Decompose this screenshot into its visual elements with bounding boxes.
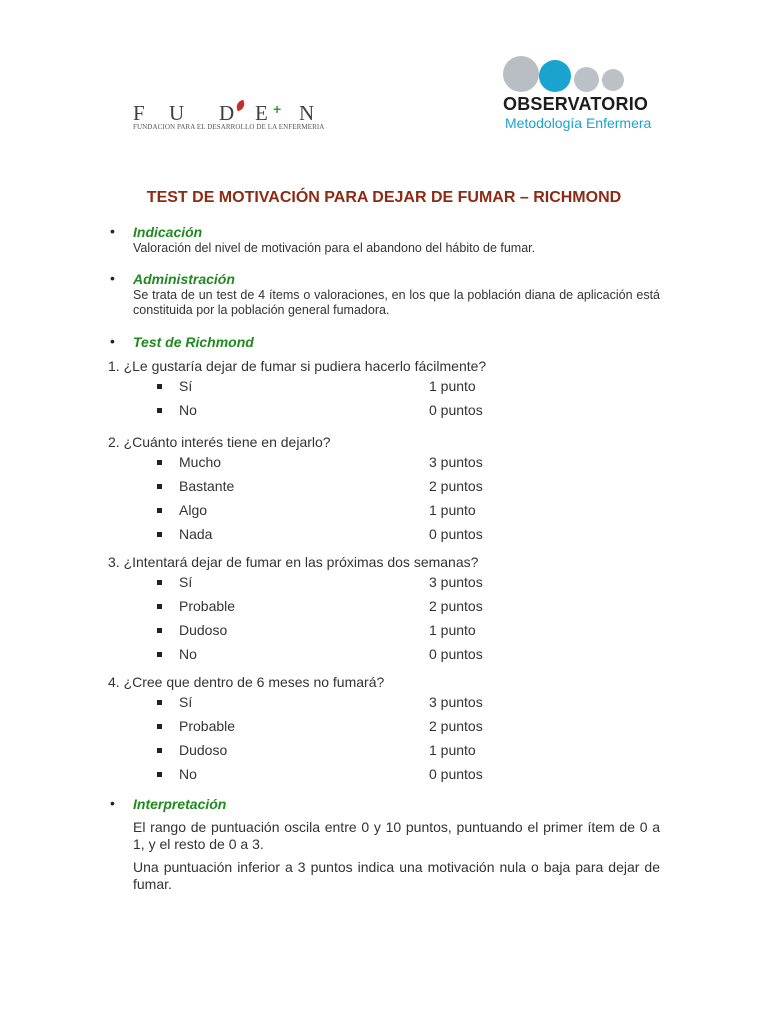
square-bullet-icon <box>157 408 162 413</box>
option-points: 3 puntos <box>429 574 483 590</box>
square-bullet-icon <box>157 724 162 729</box>
answer-option <box>108 619 660 643</box>
bullet-icon: • <box>110 795 115 811</box>
option-points: 3 puntos <box>429 454 483 470</box>
fuden-logo-letters <box>133 101 333 123</box>
option-points: 0 puntos <box>429 402 483 418</box>
circle-icon <box>602 69 624 91</box>
option-label: Algo <box>179 502 208 518</box>
square-bullet-icon <box>157 652 162 657</box>
fuden-letter: U <box>169 101 185 125</box>
circle-icon <box>574 67 599 92</box>
option-label: No <box>179 402 197 418</box>
option-label: Sí <box>179 378 193 394</box>
option-label: Sí <box>179 574 193 590</box>
option-points: 1 punto <box>429 742 476 758</box>
option-points: 0 puntos <box>429 646 483 662</box>
option-label: Bastante <box>179 478 235 494</box>
square-bullet-icon <box>157 484 162 489</box>
option-points: 1 punto <box>429 378 476 394</box>
option-label: Dudoso <box>179 742 228 758</box>
option-label: Probable <box>179 598 236 614</box>
answer-option <box>108 763 660 787</box>
answer-option <box>108 499 660 523</box>
fuden-letter: E <box>255 101 268 125</box>
fuden-logo <box>133 101 333 131</box>
circle-icon <box>503 56 539 92</box>
option-label: No <box>179 646 197 662</box>
section-test-richmond <box>108 333 660 351</box>
square-bullet-icon <box>157 532 162 537</box>
observatorio-logo-title: OBSERVATORIO <box>503 94 649 114</box>
section-administracion <box>108 270 660 318</box>
section-heading: Test de Richmond <box>133 334 254 350</box>
square-bullet-icon <box>157 628 162 633</box>
answer-option <box>108 399 660 423</box>
option-points: 1 punto <box>429 502 476 518</box>
observatorio-logo <box>503 56 683 131</box>
option-points: 3 puntos <box>429 694 483 710</box>
fuden-letter: F <box>133 101 145 125</box>
answer-option <box>108 451 660 475</box>
option-label: Probable <box>179 718 236 734</box>
option-label: Dudoso <box>179 622 228 638</box>
document-body <box>108 223 660 893</box>
flame-icon <box>235 100 247 112</box>
option-label: Sí <box>179 694 193 710</box>
answer-option <box>108 739 660 763</box>
answer-option <box>108 643 660 667</box>
question-2 <box>108 433 660 547</box>
section-indicacion <box>108 223 660 256</box>
option-points: 2 puntos <box>429 478 483 494</box>
fuden-letter: N <box>299 101 315 125</box>
question-text: 2. ¿Cuánto interés tiene en dejarlo? <box>108 434 331 450</box>
bullet-icon: • <box>110 270 115 286</box>
option-points: 1 punto <box>429 622 476 638</box>
observatorio-logo-subtitle: Metodología Enfermera <box>505 115 652 131</box>
document-title: TEST DE MOTIVACIÓN PARA DEJAR DE FUMAR – RICHMOND <box>146 189 622 206</box>
section-interpretacion <box>108 795 660 893</box>
square-bullet-icon <box>157 384 162 389</box>
question-4 <box>108 673 660 787</box>
square-bullet-icon <box>157 748 162 753</box>
square-bullet-icon <box>157 460 162 465</box>
option-points: 2 puntos <box>429 598 483 614</box>
circle-icon <box>539 60 571 92</box>
answer-option <box>108 715 660 739</box>
option-points: 0 puntos <box>429 766 483 782</box>
square-bullet-icon <box>157 580 162 585</box>
square-bullet-icon <box>157 772 162 777</box>
section-heading: Interpretación <box>133 796 227 812</box>
answer-option <box>108 375 660 399</box>
fuden-logo-subtitle: FUNDACION PARA EL DESARROLLO DE LA ENFERMERIA <box>133 123 325 131</box>
bullet-icon: • <box>110 333 115 349</box>
circles-icon <box>503 56 683 92</box>
answer-option <box>108 691 660 715</box>
question-text: 3. ¿Intentará dejar de fumar en las próximas dos semanas? <box>108 554 479 570</box>
fuden-letter: D <box>219 101 235 125</box>
answer-option <box>108 595 660 619</box>
answer-option <box>108 571 660 595</box>
section-heading: Indicación <box>133 224 203 240</box>
square-bullet-icon <box>157 700 162 705</box>
option-points: 2 puntos <box>429 718 483 734</box>
option-label: Nada <box>179 526 213 542</box>
section-text: Se trata de un test de 4 ítems o valoraciones, en los que la población diana de aplicación está constituida por la población general fumadora. <box>133 288 660 317</box>
section-text: Valoración del nivel de motivación para el abandono del hábito de fumar. <box>133 241 536 255</box>
option-label: Mucho <box>179 454 222 470</box>
square-bullet-icon <box>157 604 162 609</box>
interpretation-paragraph: Una puntuación inferior a 3 puntos indica una motivación nula o baja para dejar de fumar. <box>133 859 660 892</box>
bullet-icon: • <box>110 223 115 239</box>
question-text: 1. ¿Le gustaría dejar de fumar si pudiera hacerlo fácilmente? <box>108 358 487 374</box>
option-label: No <box>179 766 197 782</box>
option-points: 0 puntos <box>429 526 483 542</box>
plus-icon: + <box>273 101 282 117</box>
section-heading: Administración <box>133 271 235 287</box>
square-bullet-icon <box>157 508 162 513</box>
question-text: 4. ¿Cree que dentro de 6 meses no fumará? <box>108 674 385 690</box>
question-1 <box>108 357 660 423</box>
answer-option <box>108 475 660 499</box>
answer-option <box>108 523 660 547</box>
question-3 <box>108 553 660 667</box>
interpretation-paragraph: El rango de puntuación oscila entre 0 y 10 puntos, puntuando el primer ítem de 0 a 1, y el resto de 0 a 3. <box>133 819 660 852</box>
